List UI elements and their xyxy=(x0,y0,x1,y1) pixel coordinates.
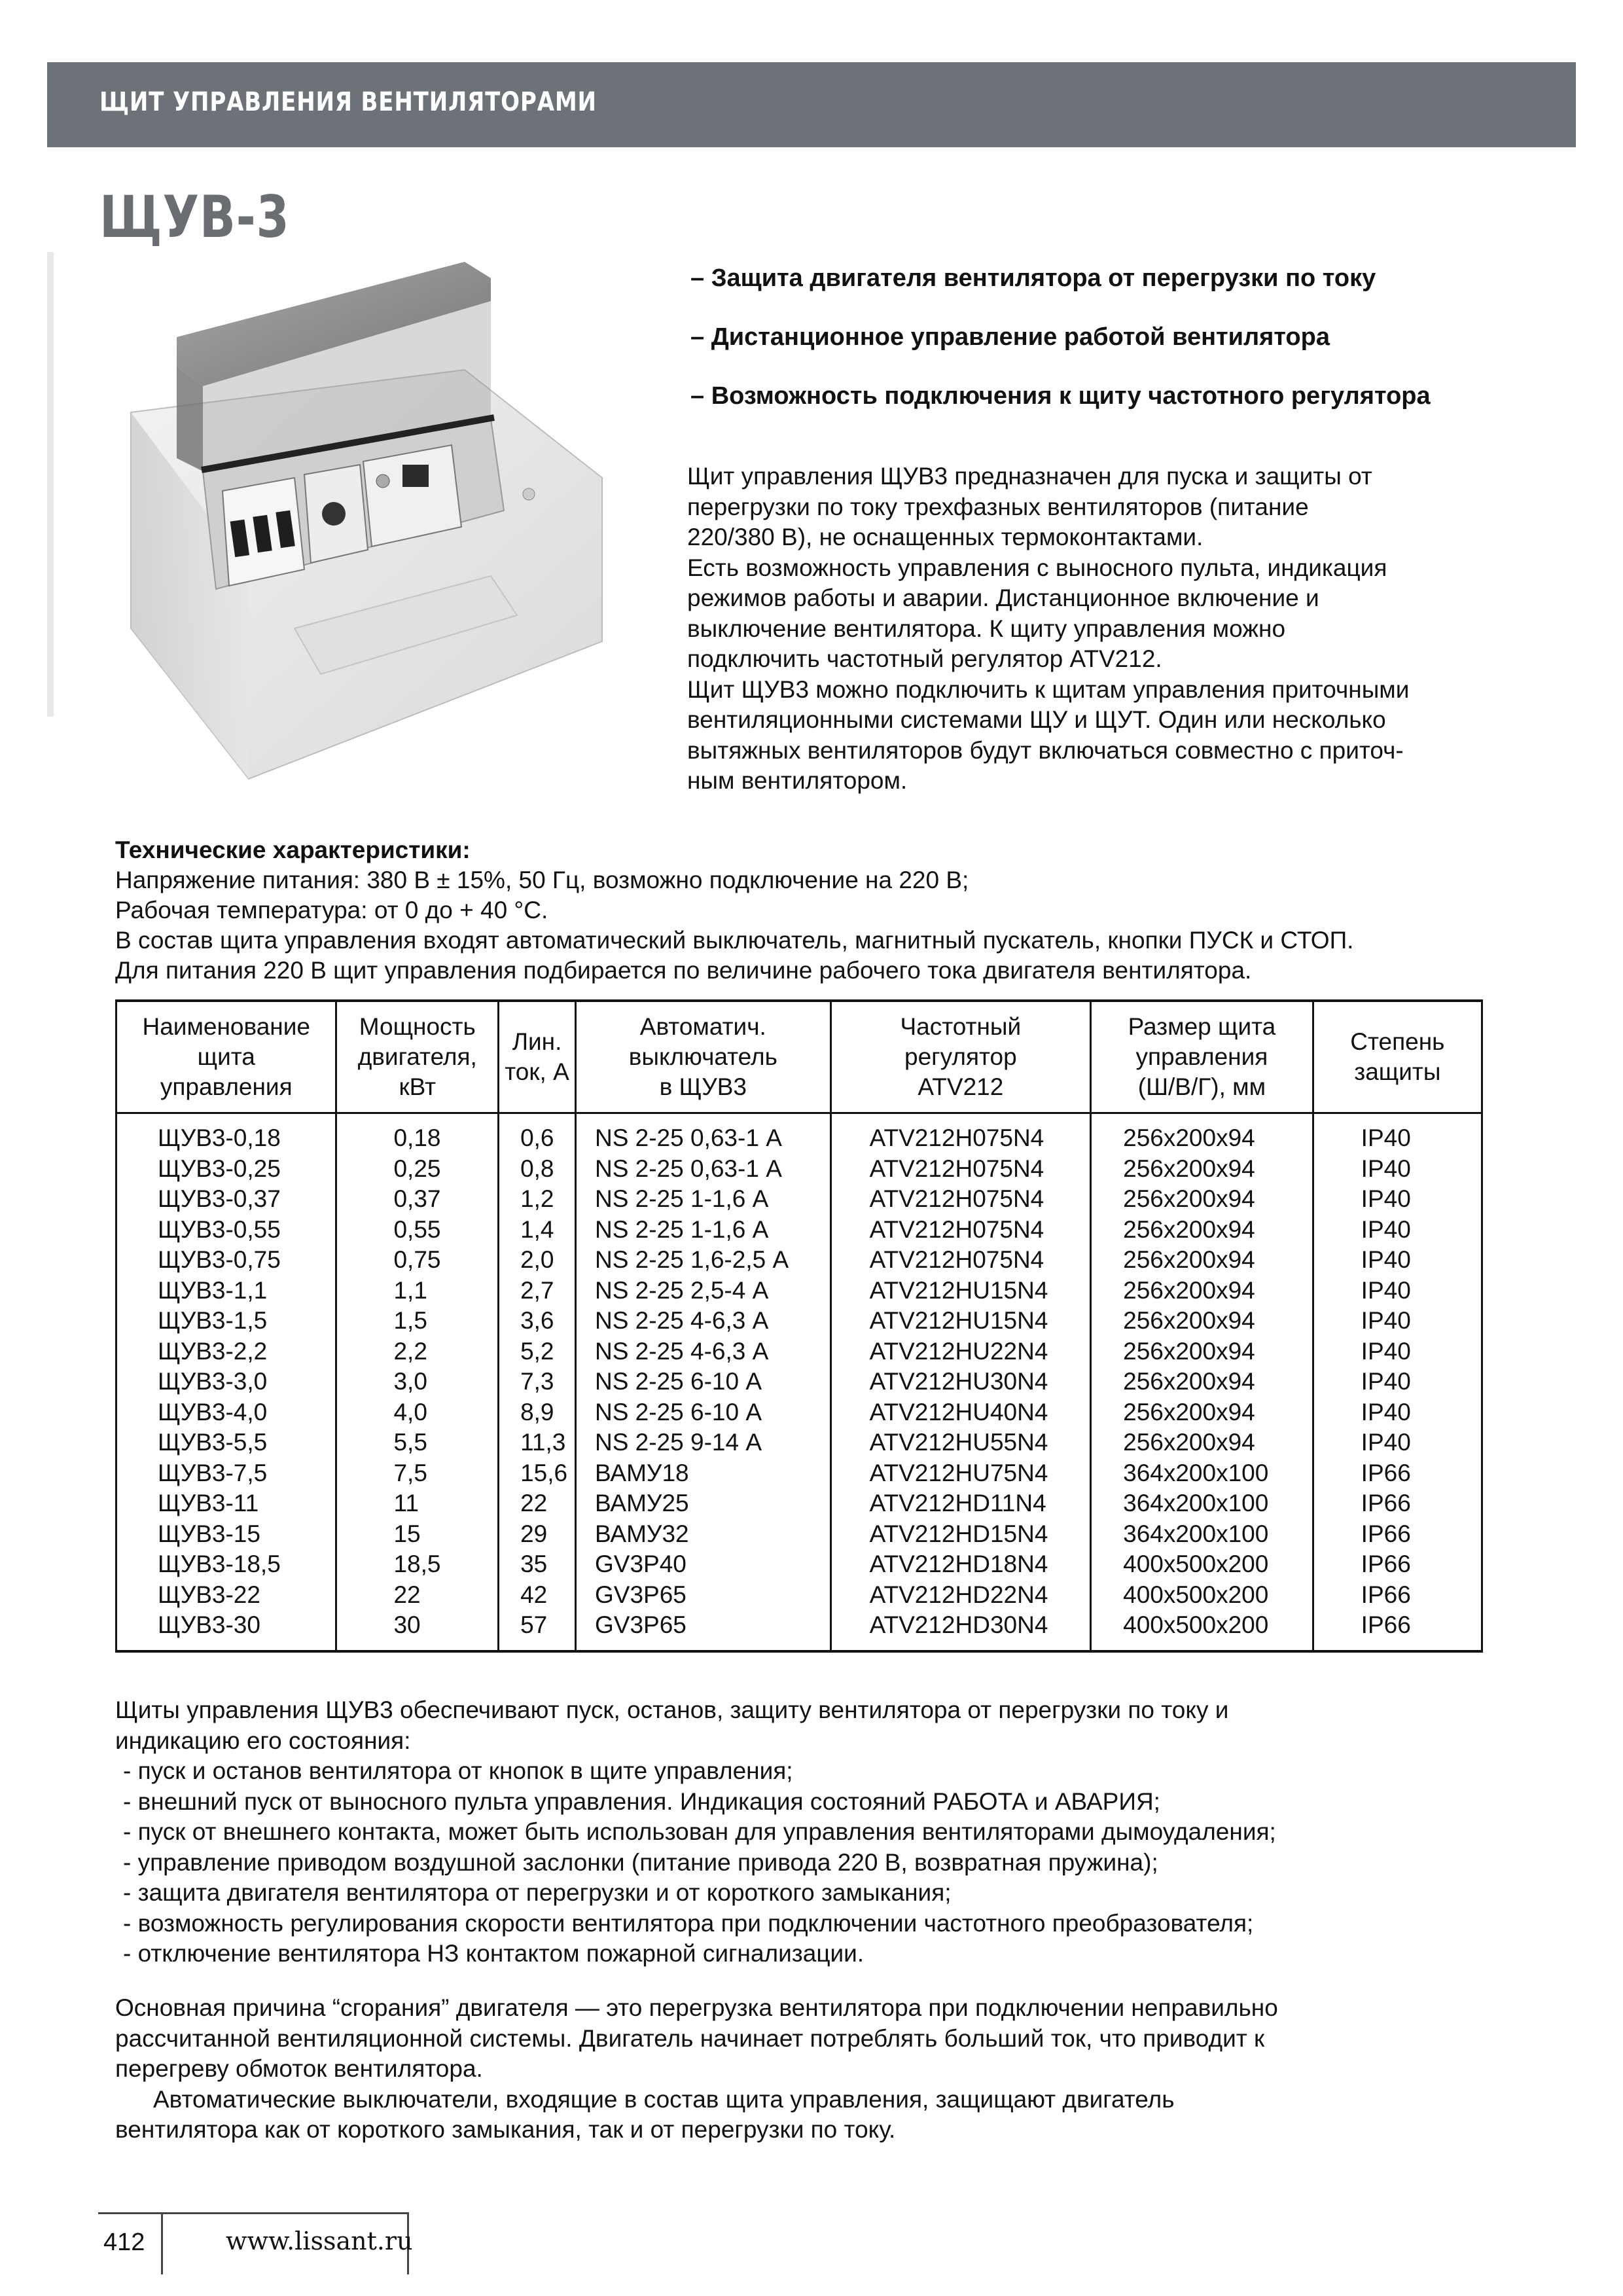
table-cell: IP66 xyxy=(1313,1610,1482,1651)
list-item: - управление приводом воздушной заслонки (питание привода 220 В, возвратная пружина); xyxy=(123,1848,1158,1876)
footer-divider xyxy=(161,2212,163,2274)
table-cell: 256x200x94 xyxy=(1091,1427,1313,1458)
table-cell: IP66 xyxy=(1313,1519,1482,1550)
column-header-line: Степень xyxy=(1350,1028,1445,1055)
table-cell: ATV212HD30N4 xyxy=(830,1610,1091,1651)
intro-line: 220/380 В), не оснащенных термоконтактами. xyxy=(687,524,1204,550)
table-cell: 0,6 xyxy=(499,1113,576,1154)
table-cell: NS 2-25 1-1,6 А xyxy=(575,1215,830,1246)
table-cell: 256x200x94 xyxy=(1091,1397,1313,1428)
table-cell: IP40 xyxy=(1313,1397,1482,1428)
table-cell: IP40 xyxy=(1313,1276,1482,1306)
table-cell: 4,0 xyxy=(336,1397,499,1428)
section-title: ЩИТ УПРАВЛЕНИЯ ВЕНТИЛЯТОРАМИ xyxy=(99,87,597,117)
table-cell: ЩУВ3-0,37 xyxy=(116,1184,336,1215)
table-cell: 400x500x200 xyxy=(1091,1610,1313,1651)
column-header xyxy=(499,1001,576,1113)
table-cell: ЩУВ3-1,5 xyxy=(116,1306,336,1336)
table-cell: 364x200x100 xyxy=(1091,1458,1313,1489)
table-cell: ATV212HU40N4 xyxy=(830,1397,1091,1428)
table-cell: ATV212H075N4 xyxy=(830,1245,1091,1276)
table-cell: IP40 xyxy=(1313,1215,1482,1246)
table-cell: ATV212HU15N4 xyxy=(830,1306,1091,1336)
table-cell: 364x200x100 xyxy=(1091,1488,1313,1519)
table-cell: ВАМУ32 xyxy=(575,1519,830,1550)
functions-list xyxy=(115,1756,1581,1969)
functions-intro-line: Щиты управления ЩУВ3 обеспечивают пуск, останов, защиту вентилятора от перегрузки по току и xyxy=(115,1696,1229,1723)
column-header-line: выключатель xyxy=(628,1043,777,1070)
column-header-line: Частотный xyxy=(900,1013,1022,1040)
table-cell: IP40 xyxy=(1313,1113,1482,1154)
table-row xyxy=(116,1549,1482,1580)
table-cell: ЩУВ3-1,1 xyxy=(116,1276,336,1306)
table-row xyxy=(116,1276,1482,1306)
table-cell: 256x200x94 xyxy=(1091,1336,1313,1367)
closing-line: вентилятора как от короткого замыкания, так и от перегрузки по току. xyxy=(115,2116,896,2143)
table-cell: ЩУВ3-0,75 xyxy=(116,1245,336,1276)
table-cell: NS 2-25 0,63-1 А xyxy=(575,1113,830,1154)
table-cell: ЩУВ3-15 xyxy=(116,1519,336,1550)
table-row xyxy=(116,1519,1482,1550)
table-cell: 7,3 xyxy=(499,1367,576,1397)
table-cell: 400x500x200 xyxy=(1091,1580,1313,1611)
table-row xyxy=(116,1580,1482,1611)
table-cell: ATV212HU75N4 xyxy=(830,1458,1091,1489)
functions-intro-line: индикацию его состояния: xyxy=(115,1727,411,1754)
tech-specs-title: Технические характеристики: xyxy=(115,836,471,863)
table-cell: ATV212HU30N4 xyxy=(830,1367,1091,1397)
column-header-line: ток, А xyxy=(505,1058,569,1085)
table-cell: ATV212H075N4 xyxy=(830,1154,1091,1185)
footer-rule xyxy=(98,2212,409,2214)
table-cell: ATV212HD11N4 xyxy=(830,1488,1091,1519)
table-cell: 0,8 xyxy=(499,1154,576,1185)
control-panel-image xyxy=(124,262,609,785)
table-cell: 256x200x94 xyxy=(1091,1306,1313,1336)
tech-spec-line: Напряжение питания: 380 В ± 15%, 50 Гц, возможно подключение на 220 В; xyxy=(115,867,969,893)
table-cell: 256x200x94 xyxy=(1091,1154,1313,1185)
table-cell: 15,6 xyxy=(499,1458,576,1489)
table-cell: ATV212HD22N4 xyxy=(830,1580,1091,1611)
list-item: - возможность регулирования скорости вентилятора при подключении частотного преобразователя; xyxy=(123,1909,1254,1937)
table-cell: ATV212HD15N4 xyxy=(830,1519,1091,1550)
column-header xyxy=(116,1001,336,1113)
table-cell: 18,5 xyxy=(336,1549,499,1580)
table-row xyxy=(116,1245,1482,1276)
table-cell: 1,2 xyxy=(499,1184,576,1215)
column-header-line: регулятор xyxy=(904,1043,1017,1070)
table-cell: IP66 xyxy=(1313,1458,1482,1489)
table-cell: 5,5 xyxy=(336,1427,499,1458)
table-cell: IP66 xyxy=(1313,1488,1482,1519)
table-cell: NS 2-25 4-6,3 А xyxy=(575,1306,830,1336)
column-header-line: ATV212 xyxy=(918,1073,1004,1100)
table-cell: 2,0 xyxy=(499,1245,576,1276)
list-item: - пуск от внешнего контакта, может быть использован для управления вентиляторами дымоудаления; xyxy=(123,1818,1276,1845)
column-header-line: щита xyxy=(197,1043,255,1070)
intro-line: вентиляционными системами ЩУ и ЩУТ. Один или несколько xyxy=(687,706,1386,733)
table-header-row xyxy=(116,1001,1482,1113)
table-cell: 256x200x94 xyxy=(1091,1276,1313,1306)
intro-line: вытяжных вентиляторов будут включаться совместно с приточ- xyxy=(687,736,1404,764)
table-cell: IP40 xyxy=(1313,1367,1482,1397)
table-row xyxy=(116,1336,1482,1367)
column-header xyxy=(1313,1001,1482,1113)
table-cell: ATV212HD18N4 xyxy=(830,1549,1091,1580)
column-header-line: Автоматич. xyxy=(639,1013,766,1040)
table-cell: IP40 xyxy=(1313,1154,1482,1185)
table-cell: 400x500x200 xyxy=(1091,1549,1313,1580)
intro-paragraph xyxy=(687,461,1564,797)
table-cell: 256x200x94 xyxy=(1091,1184,1313,1215)
feature-item: – Дистанционное управление работой вентилятора xyxy=(690,323,1330,351)
list-item: - пуск и останов вентилятора от кнопок в щите управления; xyxy=(123,1757,793,1784)
list-item: - отключение вентилятора НЗ контактом пожарной сигнализации. xyxy=(123,1940,865,1967)
functions-section xyxy=(115,1695,1581,1969)
column-header-line: кВт xyxy=(399,1073,437,1100)
table-cell: NS 2-25 6-10 А xyxy=(575,1397,830,1428)
section-header xyxy=(47,62,1576,147)
table-cell: 30 xyxy=(336,1610,499,1651)
table-cell: ЩУВ3-7,5 xyxy=(116,1458,336,1489)
column-header xyxy=(1091,1001,1313,1113)
column-header-line: Наименование xyxy=(142,1013,310,1040)
table-cell: 1,1 xyxy=(336,1276,499,1306)
table-cell: 15 xyxy=(336,1519,499,1550)
column-header-line: двигателя, xyxy=(357,1043,477,1070)
table-cell: ATV212H075N4 xyxy=(830,1184,1091,1215)
product-title: ЩУВ-3 xyxy=(99,183,290,251)
table-cell: ЩУВ3-18,5 xyxy=(116,1549,336,1580)
table-body xyxy=(116,1113,1482,1651)
table-cell: ЩУВ3-5,5 xyxy=(116,1427,336,1458)
table-cell: 5,2 xyxy=(499,1336,576,1367)
tech-specs xyxy=(115,835,1581,986)
table-cell: IP40 xyxy=(1313,1306,1482,1336)
table-cell: IP66 xyxy=(1313,1549,1482,1580)
intro-line: Щит управления ЩУВ3 предназначен для пуска и защиты от xyxy=(687,463,1372,490)
table-cell: ATV212HU22N4 xyxy=(830,1336,1091,1367)
table-cell: ATV212HU15N4 xyxy=(830,1276,1091,1306)
page-number: 412 xyxy=(103,2229,145,2256)
table-cell: 0,75 xyxy=(336,1245,499,1276)
table-cell: ЩУВ3-22 xyxy=(116,1580,336,1611)
table-cell: 3,6 xyxy=(499,1306,576,1336)
intro-line: Есть возможность управления с выносного пульта, индикация xyxy=(687,554,1387,581)
table-cell: IP40 xyxy=(1313,1184,1482,1215)
table-cell: 7,5 xyxy=(336,1458,499,1489)
column-header-line: Мощность xyxy=(359,1013,476,1040)
table-cell: 256x200x94 xyxy=(1091,1113,1313,1154)
table-cell: 256x200x94 xyxy=(1091,1367,1313,1397)
table-cell: 1,5 xyxy=(336,1306,499,1336)
table-cell: ЩУВ3-0,18 xyxy=(116,1113,336,1154)
spec-table xyxy=(115,999,1483,1653)
intro-line: Щит ЩУВ3 можно подключить к щитам управления приточными xyxy=(687,675,1410,703)
feature-list xyxy=(690,262,1567,439)
column-header-line: Лин. xyxy=(512,1028,562,1055)
table-cell: 0,37 xyxy=(336,1184,499,1215)
intro-line: выключение вентилятора. К щиту управления можно xyxy=(687,615,1286,642)
column-header-line: управления xyxy=(160,1073,293,1100)
table-row xyxy=(116,1458,1482,1489)
table-row xyxy=(116,1154,1482,1185)
table-cell: 29 xyxy=(499,1519,576,1550)
table-cell: IP40 xyxy=(1313,1245,1482,1276)
table-cell: GV3P65 xyxy=(575,1580,830,1611)
list-item: - защита двигателя вентилятора от перегрузки и от короткого замыкания; xyxy=(123,1879,952,1906)
tech-spec-line: В состав щита управления входят автоматический выключатель, магнитный пускатель, кнопки ПУСК и СТОП. xyxy=(115,927,1354,954)
tech-spec-line: Рабочая температура: от 0 до + 40 °С. xyxy=(115,897,548,924)
table-row xyxy=(116,1610,1482,1651)
table-cell: IP66 xyxy=(1313,1580,1482,1611)
table-row xyxy=(116,1427,1482,1458)
column-header-line: (Ш/В/Г), мм xyxy=(1137,1073,1266,1100)
table-cell: GV3P65 xyxy=(575,1610,830,1651)
table-cell: 2,2 xyxy=(336,1336,499,1367)
table-row xyxy=(116,1184,1482,1215)
table-cell: IP40 xyxy=(1313,1336,1482,1367)
website-link[interactable]: www.lissant.ru xyxy=(226,2227,413,2255)
table-cell: 2,7 xyxy=(499,1276,576,1306)
table-cell: 364x200x100 xyxy=(1091,1519,1313,1550)
table-cell: ЩУВ3-2,2 xyxy=(116,1336,336,1367)
table-cell: 11 xyxy=(336,1488,499,1519)
column-header-line: Размер щита xyxy=(1128,1013,1276,1040)
table-cell: ATV212HU55N4 xyxy=(830,1427,1091,1458)
list-item: - внешний пуск от выносного пульта управления. Индикация состояний РАБОТА и АВАРИЯ; xyxy=(123,1787,1160,1815)
intro-line: перегрузки по току трехфазных вентиляторов (питание xyxy=(687,493,1309,520)
closing-paragraph xyxy=(115,1993,1581,2145)
table-cell: 1,4 xyxy=(499,1215,576,1246)
table-cell: ВАМУ25 xyxy=(575,1488,830,1519)
column-header-line: в ЩУВ3 xyxy=(659,1073,747,1100)
table-row xyxy=(116,1215,1482,1246)
column-header xyxy=(830,1001,1091,1113)
table-cell: NS 2-25 6-10 А xyxy=(575,1367,830,1397)
table-cell: NS 2-25 2,5-4 А xyxy=(575,1276,830,1306)
table-row xyxy=(116,1488,1482,1519)
table-cell: 11,3 xyxy=(499,1427,576,1458)
table-cell: 8,9 xyxy=(499,1397,576,1428)
table-cell: ЩУВ3-30 xyxy=(116,1610,336,1651)
intro-line: ным вентилятором. xyxy=(687,767,908,794)
table-row xyxy=(116,1397,1482,1428)
table-cell: 0,55 xyxy=(336,1215,499,1246)
table-cell: ЩУВ3-4,0 xyxy=(116,1397,336,1428)
table-row xyxy=(116,1367,1482,1397)
column-header xyxy=(575,1001,830,1113)
intro-line: подключить частотный регулятор ATV212. xyxy=(687,645,1162,672)
feature-item: – Защита двигателя вентилятора от перегрузки по току xyxy=(690,264,1376,292)
table-cell: ATV212H075N4 xyxy=(830,1113,1091,1154)
table-cell: 57 xyxy=(499,1610,576,1651)
table-cell: 3,0 xyxy=(336,1367,499,1397)
table-cell: NS 2-25 9-14 А xyxy=(575,1427,830,1458)
table-cell: 0,25 xyxy=(336,1154,499,1185)
table-cell: 35 xyxy=(499,1549,576,1580)
table-cell: 42 xyxy=(499,1580,576,1611)
table-cell: ВАМУ18 xyxy=(575,1458,830,1489)
table-cell: 0,18 xyxy=(336,1113,499,1154)
table-cell: 256x200x94 xyxy=(1091,1245,1313,1276)
side-rule xyxy=(47,252,54,717)
table-cell: ЩУВ3-0,55 xyxy=(116,1215,336,1246)
closing-line: рассчитанной вентиляционной системы. Двигатель начинает потреблять больший ток, что приводит к xyxy=(115,2024,1265,2052)
table-cell: IP40 xyxy=(1313,1427,1482,1458)
column-header xyxy=(336,1001,499,1113)
table-cell: ЩУВ3-11 xyxy=(116,1488,336,1519)
closing-line: Основная причина “сгорания” двигателя — это перегрузка вентилятора при подключении неправильно xyxy=(115,1994,1278,2021)
closing-line: перегреву обмоток вентилятора. xyxy=(115,2055,483,2082)
table-cell: NS 2-25 1,6-2,5 А xyxy=(575,1245,830,1276)
feature-item: – Возможность подключения к щиту частотного регулятора xyxy=(690,382,1431,410)
table-cell: NS 2-25 0,63-1 А xyxy=(575,1154,830,1185)
column-header-line: управления xyxy=(1135,1043,1268,1070)
intro-line: режимов работы и аварии. Дистанционное включение и xyxy=(687,584,1319,611)
table-cell: GV3P40 xyxy=(575,1549,830,1580)
table-cell: ЩУВ3-3,0 xyxy=(116,1367,336,1397)
table-row xyxy=(116,1113,1482,1154)
table-cell: ATV212H075N4 xyxy=(830,1215,1091,1246)
table-cell: 22 xyxy=(336,1580,499,1611)
table-cell: 22 xyxy=(499,1488,576,1519)
table-cell: 256x200x94 xyxy=(1091,1215,1313,1246)
column-header-line: защиты xyxy=(1354,1058,1441,1085)
table-cell: NS 2-25 1-1,6 А xyxy=(575,1184,830,1215)
table-cell: NS 2-25 4-6,3 А xyxy=(575,1336,830,1367)
tech-spec-line: Для питания 220 В щит управления подбирается по величине рабочего тока двигателя вентилятора. xyxy=(115,957,1252,984)
table-row xyxy=(116,1306,1482,1336)
closing-line: Автоматические выключатели, входящие в состав щита управления, защищают двигатель xyxy=(153,2085,1175,2113)
table-cell: ЩУВ3-0,25 xyxy=(116,1154,336,1185)
